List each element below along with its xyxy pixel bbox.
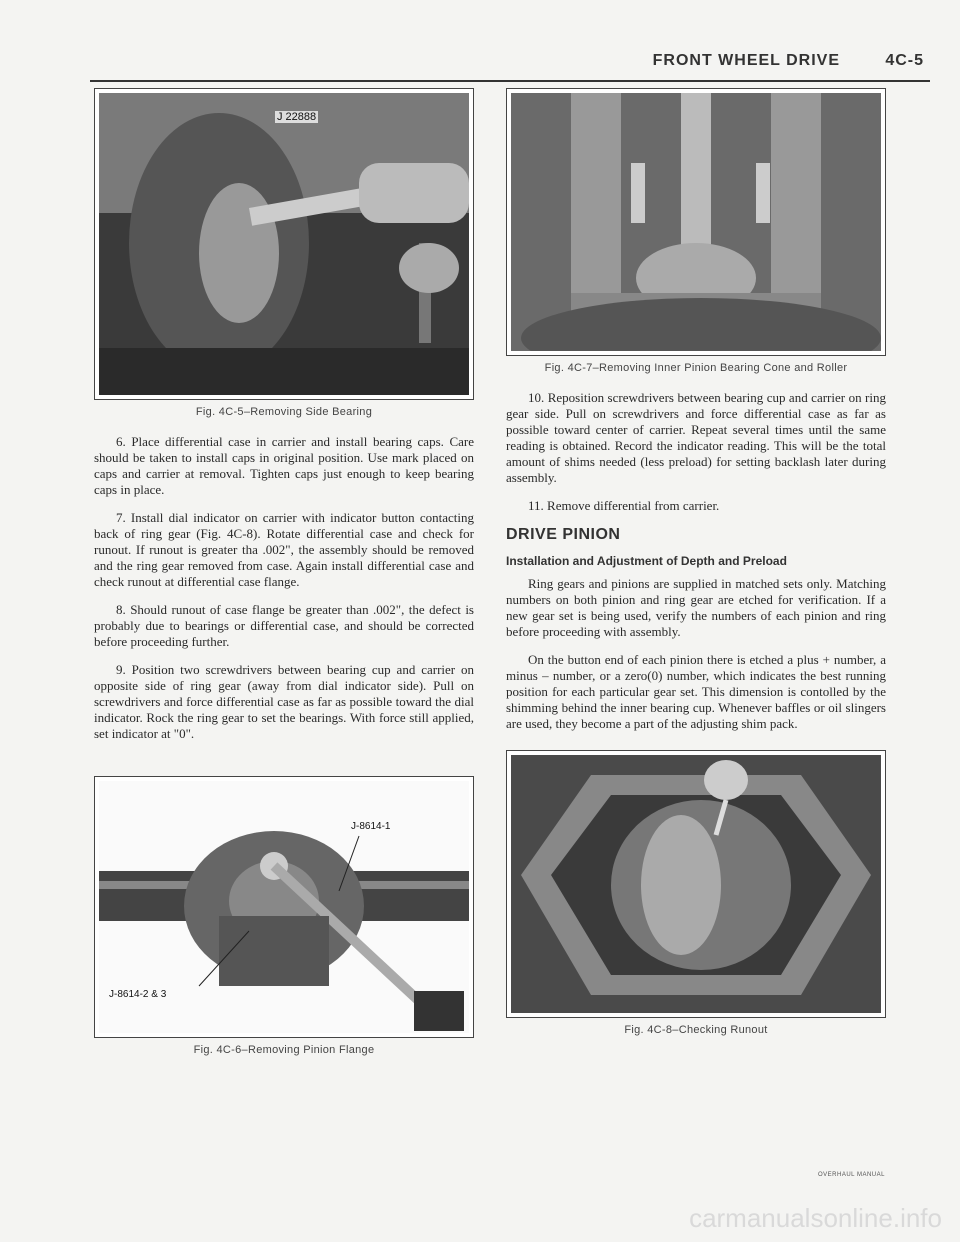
figure-4c-5 [94, 88, 474, 400]
section-heading-drive-pinion: DRIVE PINION [506, 526, 621, 543]
left-column [94, 88, 474, 1056]
page-header [90, 50, 930, 82]
pinion-paragraph-2: On the button end of each pinion there is etched a plus + number, a minus – number, or a zero(0) number, which indicates the best running position for each particular gear set. This dimension is contolled by the shimming behind the inner bearing cup. Whenever baffles or oil slingers are used, they become a part of the adjusting shim pack. [506, 652, 886, 731]
right-column [506, 88, 886, 1036]
step-7: 7. Install dial indicator on carrier with indicator button contacting back of ring gear (Fig. 4C-8). Rotate differential case and check for runout. If runout is greater tha .002", the assembly should be removed and the ring gear removed from case. Again install differential case and check runout at differential case flange. [94, 510, 474, 589]
pinion-bearing-photo [511, 93, 881, 351]
figure-4c-6-caption: Fig. 4C-6–Removing Pinion Flange [193, 1044, 375, 1056]
figure-4c-8 [506, 750, 886, 1018]
figure-4c-7-caption: Fig. 4C-7–Removing Inner Pinion Bearing Cone and Roller [544, 362, 848, 374]
footer-overhaul-manual: OVERHAUL MANUAL [818, 1172, 885, 1178]
side-bearing-photo [99, 93, 469, 395]
subheading-installation: Installation and Adjustment of Depth and Preload [506, 554, 787, 568]
tool-label-j8614-2-3: J-8614-2 & 3 [109, 989, 167, 1000]
page-number: 4C-5 [885, 52, 924, 69]
step-10: 10. Reposition screwdrivers between bearing cup and carrier on ring gear side. Pull on screwdrivers and force differential case as far as possible toward center of carrier. Repeat several times until the same reading is obtained. Record the indicator reading. This will be the total amount of shims needed (less preload) for setting backlash later during assembly. [506, 390, 886, 485]
header-title: FRONT WHEEL DRIVE [652, 52, 840, 69]
tool-label-j22888: J 22888 [277, 111, 317, 123]
figure-4c-5-caption: Fig. 4C-5–Removing Side Bearing [195, 406, 373, 418]
tool-label-j8614-1: J-8614-1 [351, 821, 391, 832]
figure-4c-6 [94, 776, 474, 1038]
figure-4c-8-caption: Fig. 4C-8–Checking Runout [624, 1024, 768, 1036]
pinion-paragraph-1: Ring gears and pinions are supplied in matched sets only. Matching numbers on both pinion and ring gear are etched for verification. If a new gear set is being used, verify the numbers of each pinion and ring before proceeding with assembly. [506, 576, 886, 639]
figure-4c-7 [506, 88, 886, 356]
step-8: 8. Should runout of case flange be greater than .002", the defect is probably due to bearings or differential case, and should be corrected before proceeding further. [94, 602, 474, 649]
step-9: 9. Position two screwdrivers between bearing cup and carrier on opposite side of ring gear (away from dial indicator side). Pull on screwdrivers and force differential case as far as possible toward the dial indicator. Rock the ring gear to set the bearings. With force still applied, set indicator at "0". [94, 662, 474, 741]
runout-photo [511, 755, 881, 1013]
watermark: carmanualsonline.info [689, 1203, 942, 1233]
step-6: 6. Place differential case in carrier and install bearing caps. Care should be taken to install caps in original position. Use mark placed on caps and carrier at removal. Tighten caps just enough to keep bearing caps in place. [94, 434, 474, 497]
step-11: 11. Remove differential from carrier. [528, 498, 720, 513]
